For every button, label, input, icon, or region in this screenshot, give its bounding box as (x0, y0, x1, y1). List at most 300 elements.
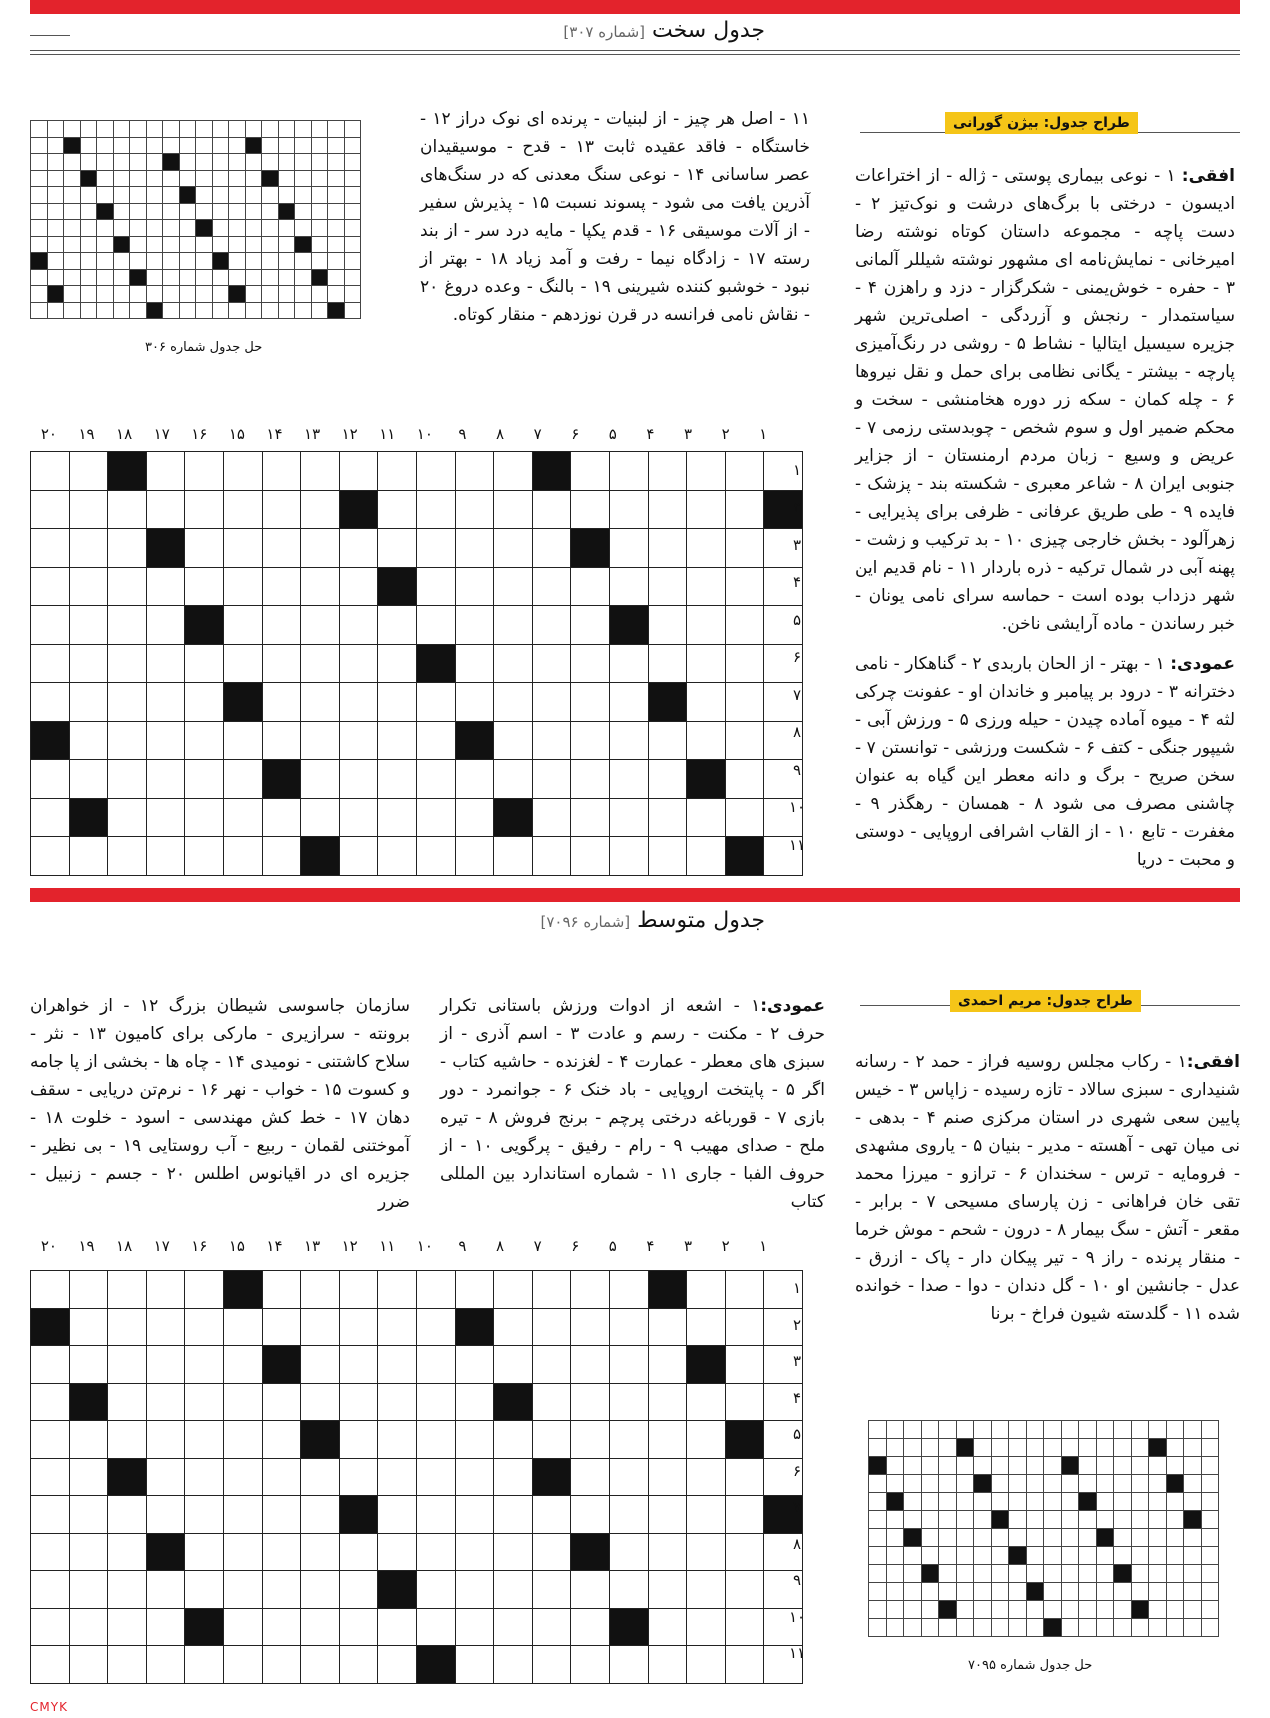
solution-cell (245, 302, 262, 319)
solution-cell (939, 1475, 957, 1493)
grid-cell (571, 1646, 610, 1684)
grid-cell (725, 721, 764, 760)
solution-cell (1096, 1511, 1114, 1529)
column-number: ۱۷ (153, 1237, 170, 1255)
grid-cell (416, 1346, 455, 1384)
grid-cell (69, 1533, 108, 1571)
solution-cell (278, 253, 295, 270)
grid-cell (416, 1533, 455, 1571)
solution-cell (921, 1529, 939, 1547)
grid-cell (455, 644, 494, 683)
solution-cell (1201, 1439, 1219, 1457)
solution-cell (1114, 1439, 1132, 1457)
grid-cell (609, 452, 648, 491)
solution-cell (196, 302, 213, 319)
solution-cell (1184, 1583, 1202, 1601)
solution-cell (31, 187, 48, 204)
grid-cell (455, 1271, 494, 1309)
solution-cell (344, 121, 361, 138)
grid-cell (339, 1271, 378, 1309)
solution-grid-7095 (868, 1420, 1219, 1637)
grid-cell (301, 1496, 340, 1534)
row-number: ۹ (792, 1571, 802, 1590)
solution-cell (196, 170, 213, 187)
grid-cell (223, 1571, 262, 1609)
solution-cell (179, 269, 196, 286)
grid-cell (648, 1308, 687, 1346)
solution-cell (869, 1529, 887, 1547)
solution-cell (1009, 1439, 1027, 1457)
solution-cell (328, 154, 345, 171)
grid-cell (146, 490, 185, 529)
grid-cell (146, 683, 185, 722)
solution-cell (229, 121, 246, 138)
crossword-grid-1 (30, 451, 803, 876)
grid-cell (571, 1308, 610, 1346)
grid-cell (223, 798, 262, 837)
grid-cell (262, 1271, 301, 1309)
black-cell (223, 683, 262, 722)
down-clues-2: عمودی:۱ - اشعه از ادوات ورزش باستانی تکرار حرف ۲ - مکنت - رسم و عادت ۳ - اسم آذری - از سبزی های معطر - عمارت ۴ - لغزنده - حاشیه کتاب - اگر ۵ - پایتخت اروپایی - باد خنک ۶ - جوانمرد - دور بازی ۷ - قورباغه درختی پرچم - برنج فروش ۸ - تیره ملح - صدای مهیب ۹ - رام - رفیق - پرگویی ۱۰ - از حروف الفبا - جاری ۱۱ - شماره استاندارد بین المللی کتاب (440, 996, 826, 1212)
solution-cell (1026, 1529, 1044, 1547)
solution-cell (1026, 1547, 1044, 1565)
solution-cell (146, 154, 163, 171)
solution-black-cell (956, 1439, 974, 1457)
solution-cell (1184, 1619, 1202, 1637)
solution-cell (229, 203, 246, 220)
solution-cell (1201, 1421, 1219, 1439)
solution-cell (1149, 1601, 1167, 1619)
solution-cell (196, 137, 213, 154)
grid-cell (223, 721, 262, 760)
solution-cell (1079, 1619, 1097, 1637)
grid-cell (301, 529, 340, 568)
solution-cell (1061, 1601, 1079, 1619)
grid-cell (532, 1271, 571, 1309)
grid-cell (31, 529, 70, 568)
solution-black-cell (1009, 1547, 1027, 1565)
column-number: ۷ (533, 1237, 542, 1255)
black-cell (185, 606, 224, 645)
solution-cell (212, 236, 229, 253)
solution-black-cell (1044, 1619, 1062, 1637)
solution-cell (1044, 1529, 1062, 1547)
column-number: ۲۰ (40, 425, 57, 443)
solution-cell (904, 1565, 922, 1583)
grid-cell (455, 606, 494, 645)
row-numbers-1 (782, 451, 812, 864)
grid-cell (223, 1533, 262, 1571)
grid-cell (69, 1271, 108, 1309)
solution-cell (64, 302, 81, 319)
grid-cell (301, 1346, 340, 1384)
solution-cell (1096, 1619, 1114, 1637)
grid-cell (146, 837, 185, 876)
grid-cell (339, 1458, 378, 1496)
grid-cell (185, 1346, 224, 1384)
grid-cell (185, 1421, 224, 1459)
solution-cell (1096, 1457, 1114, 1475)
solution-cell (974, 1529, 992, 1547)
grid-cell (301, 1646, 340, 1684)
grid-cell (687, 644, 726, 683)
black-cell (725, 837, 764, 876)
solution-cell (939, 1493, 957, 1511)
solution-cell (229, 236, 246, 253)
row-number: ۲ (792, 498, 802, 517)
solution-cell (163, 203, 180, 220)
grid-cell (69, 760, 108, 799)
grid-cell (108, 837, 147, 876)
grid-cell (378, 1533, 417, 1571)
grid-cell (69, 644, 108, 683)
solution-cell (956, 1457, 974, 1475)
column-number: ۱۳ (304, 1237, 321, 1255)
solution-cell (278, 137, 295, 154)
solution-cell (1114, 1511, 1132, 1529)
solution-cell (1201, 1511, 1219, 1529)
grid-cell (687, 1271, 726, 1309)
grid-cell (416, 1496, 455, 1534)
solution-black-cell (163, 154, 180, 171)
grid-cell (108, 1646, 147, 1684)
grid-cell (687, 1421, 726, 1459)
solution-black-cell (47, 286, 64, 303)
grid-cell (185, 529, 224, 568)
column-number: ۳ (683, 425, 693, 443)
solution-black-cell (1149, 1439, 1167, 1457)
solution-cell (64, 253, 81, 270)
solution-cell (311, 203, 328, 220)
solution-cell (130, 121, 147, 138)
solution-cell (991, 1529, 1009, 1547)
solution-cell (97, 236, 114, 253)
solution-cell (1044, 1547, 1062, 1565)
solution-cell (163, 286, 180, 303)
solution-cell (229, 302, 246, 319)
solution-cell (311, 286, 328, 303)
grid-cell (494, 452, 533, 491)
solution-black-cell (886, 1493, 904, 1511)
solution-cell (80, 286, 97, 303)
grid-cell (69, 490, 108, 529)
solution-cell (163, 220, 180, 237)
grid-cell (687, 683, 726, 722)
solution-cell (1166, 1583, 1184, 1601)
grid-cell (339, 683, 378, 722)
grid-cell (725, 1646, 764, 1684)
solution-cell (64, 269, 81, 286)
solution-cell (47, 253, 64, 270)
grid-cell (185, 1646, 224, 1684)
solution-cell (1096, 1475, 1114, 1493)
solution-cell (97, 302, 114, 319)
solution-cell (1061, 1493, 1079, 1511)
solution-cell (80, 203, 97, 220)
grid-cell (687, 452, 726, 491)
solution-cell (1009, 1511, 1027, 1529)
grid-cell (648, 837, 687, 876)
solution-cell (295, 137, 312, 154)
solution-cell (146, 121, 163, 138)
solution-cell (886, 1421, 904, 1439)
solution-cell (328, 203, 345, 220)
solution-cell (130, 170, 147, 187)
grid-cell (648, 490, 687, 529)
grid-cell (378, 760, 417, 799)
title-rule-under (30, 50, 1240, 51)
solution-cell (262, 269, 279, 286)
solution-cell (886, 1439, 904, 1457)
grid-cell (301, 1271, 340, 1309)
solution-cell (295, 220, 312, 237)
solution-cell (97, 253, 114, 270)
grid-cell (494, 606, 533, 645)
solution-cell (212, 154, 229, 171)
solution-cell (1149, 1511, 1167, 1529)
solution-cell (179, 220, 196, 237)
down-clues-2-cont: سازمان جاسوسی شیطان بزرگ ۱۲ - از خواهران برونته - سرازیری - مارکی برای کامیون ۱۳ - نثر - سلاح کاشتنی - نومیدی ۱۴ - چاه ها - بخشی از پا جامه و کسوت ۱۵ - خواب - نهر ۱۶ - نرم‌تن دریایی - سقف دهان ۱۷ - خط کش مهندسی - اسود - خلوت ۱۸ - آموختنی لقمان - ربیع - آب روستایی ۱۹ - بی نظیر - جزیره ای در اقیانوس اطلس ۲۰ - جسم - زنبیل - ضرر (30, 996, 410, 1212)
solution-cell (1061, 1475, 1079, 1493)
solution-cell (295, 187, 312, 204)
grid-cell (223, 644, 262, 683)
grid-cell (532, 1608, 571, 1646)
grid-cell (378, 1346, 417, 1384)
black-cell (69, 1383, 108, 1421)
solution-cell (113, 220, 130, 237)
solution-cell (1184, 1457, 1202, 1475)
solution-cell (328, 253, 345, 270)
solution-cell (1114, 1583, 1132, 1601)
cmyk-mark: CMYK (30, 1700, 68, 1714)
grid-cell (725, 1271, 764, 1309)
solution-cell (328, 236, 345, 253)
row-number: ۱۰ (788, 798, 806, 817)
solution-cell (1061, 1619, 1079, 1637)
crossword-grid-2 (30, 1270, 803, 1684)
grid-cell (687, 1608, 726, 1646)
grid-cell (416, 1383, 455, 1421)
solution-cell (1114, 1475, 1132, 1493)
grid-cell (146, 606, 185, 645)
grid-cell (223, 490, 262, 529)
solution-cell (1079, 1439, 1097, 1457)
solution-cell (262, 203, 279, 220)
solution-cell (1079, 1547, 1097, 1565)
solution-cell (904, 1439, 922, 1457)
solution-cell (311, 302, 328, 319)
solution-cell (311, 236, 328, 253)
grid-cell (609, 1533, 648, 1571)
solution-cell (196, 236, 213, 253)
solution-cell (1096, 1583, 1114, 1601)
solution-cell (146, 170, 163, 187)
solution-cell (179, 137, 196, 154)
solution-cell (974, 1583, 992, 1601)
solution-black-cell (146, 302, 163, 319)
solution-cell (1026, 1493, 1044, 1511)
grid-cell (455, 567, 494, 606)
row-number: ۶ (792, 1461, 802, 1480)
black-cell (571, 1533, 610, 1571)
solution-cell (956, 1547, 974, 1565)
solution-cell (1044, 1457, 1062, 1475)
grid-cell (687, 1533, 726, 1571)
solution-cell (130, 286, 147, 303)
solution-cell (1044, 1475, 1062, 1493)
solution-cell (47, 269, 64, 286)
grid-cell (31, 837, 70, 876)
grid-cell (378, 837, 417, 876)
grid-cell (301, 1383, 340, 1421)
grid-cell (185, 1271, 224, 1309)
grid-cell (262, 606, 301, 645)
solution-cell (130, 253, 147, 270)
solution-cell (163, 253, 180, 270)
row-number: ۱۱ (788, 835, 806, 854)
solution-cell (1079, 1601, 1097, 1619)
solution-cell (179, 286, 196, 303)
solution-cell (974, 1601, 992, 1619)
solution-cell (1149, 1583, 1167, 1601)
grid-cell (455, 1421, 494, 1459)
grid-cell (108, 683, 147, 722)
solution-cell (991, 1493, 1009, 1511)
grid-cell (108, 490, 147, 529)
solution-cell (80, 302, 97, 319)
solution-black-cell (278, 203, 295, 220)
grid-cell (262, 1571, 301, 1609)
solution-cell (956, 1529, 974, 1547)
grid-cell (609, 1421, 648, 1459)
solution-cell (295, 302, 312, 319)
grid-cell (609, 721, 648, 760)
solution-cell (113, 137, 130, 154)
grid-cell (146, 1383, 185, 1421)
solution-cell (179, 302, 196, 319)
grid-cell (223, 529, 262, 568)
solution-cell (1079, 1583, 1097, 1601)
black-cell (31, 721, 70, 760)
solution-cell (1166, 1565, 1184, 1583)
solution-cell (991, 1583, 1009, 1601)
solution-cell (1044, 1421, 1062, 1439)
grid-cell (532, 1346, 571, 1384)
solution-cell (80, 269, 97, 286)
solution-cell (97, 137, 114, 154)
grid-cell (455, 490, 494, 529)
grid-cell (687, 567, 726, 606)
solution-cell (130, 187, 147, 204)
black-cell (725, 1421, 764, 1459)
solution-cell (904, 1421, 922, 1439)
solution-cell (31, 220, 48, 237)
solution-cell (1026, 1421, 1044, 1439)
solution-cell (1149, 1421, 1167, 1439)
column-number: ۱۱ (379, 1237, 396, 1255)
grid-cell (725, 1383, 764, 1421)
column-number: ۶ (571, 425, 580, 443)
solution-cell (1009, 1457, 1027, 1475)
solution-cell (1096, 1439, 1114, 1457)
black-cell (609, 1608, 648, 1646)
title-rule-under-2 (30, 54, 1240, 55)
grid-cell (571, 606, 610, 645)
grid-cell (494, 1533, 533, 1571)
solution-black-cell (130, 269, 147, 286)
black-cell (648, 683, 687, 722)
grid-cell (69, 721, 108, 760)
solution-cell (1166, 1493, 1184, 1511)
grid-cell (648, 1346, 687, 1384)
solution-cell (344, 253, 361, 270)
column-numbers-1 (30, 425, 782, 443)
solution-cell (262, 137, 279, 154)
solution-cell (344, 170, 361, 187)
grid-cell (648, 1646, 687, 1684)
solution-cell (196, 253, 213, 270)
solution-black-cell (64, 137, 81, 154)
solution-cell (1096, 1547, 1114, 1565)
solution-cell (328, 121, 345, 138)
grid-cell (648, 760, 687, 799)
grid-cell (339, 1533, 378, 1571)
solution-cell (869, 1547, 887, 1565)
black-cell (455, 721, 494, 760)
solution-cell (1131, 1565, 1149, 1583)
solution-cell (179, 154, 196, 171)
solution-cell (974, 1493, 992, 1511)
grid-cell (648, 529, 687, 568)
row-number: ۹ (792, 760, 802, 779)
solution-cell (1114, 1421, 1132, 1439)
grid-cell (455, 1458, 494, 1496)
grid-cell (185, 837, 224, 876)
solution-cell (991, 1547, 1009, 1565)
solution-cell (328, 269, 345, 286)
solution-cell (278, 220, 295, 237)
grid-cell (416, 1608, 455, 1646)
solution-cell (229, 220, 246, 237)
grid-cell (378, 1646, 417, 1684)
solution-cell (1131, 1439, 1149, 1457)
column-number: ۵ (608, 1237, 617, 1255)
black-cell (146, 1533, 185, 1571)
solution-cell (1201, 1619, 1219, 1637)
grid-cell (69, 1458, 108, 1496)
grid-cell (455, 452, 494, 491)
grid-cell (609, 1271, 648, 1309)
grid-cell (69, 606, 108, 645)
solution-cell (1149, 1619, 1167, 1637)
black-cell (494, 1383, 533, 1421)
solution-cell (921, 1547, 939, 1565)
grid-cell (262, 567, 301, 606)
solution-cell (1114, 1457, 1132, 1475)
grid-cell (494, 1496, 533, 1534)
grid-cell (532, 683, 571, 722)
solution-cell (1096, 1565, 1114, 1583)
solution-cell (295, 253, 312, 270)
black-cell (378, 567, 417, 606)
solution-cell (991, 1439, 1009, 1457)
solution-cell (1184, 1439, 1202, 1457)
grid-cell (455, 798, 494, 837)
solution-cell (278, 154, 295, 171)
grid-cell (378, 1271, 417, 1309)
solution-cell (344, 236, 361, 253)
grid-cell (687, 721, 726, 760)
